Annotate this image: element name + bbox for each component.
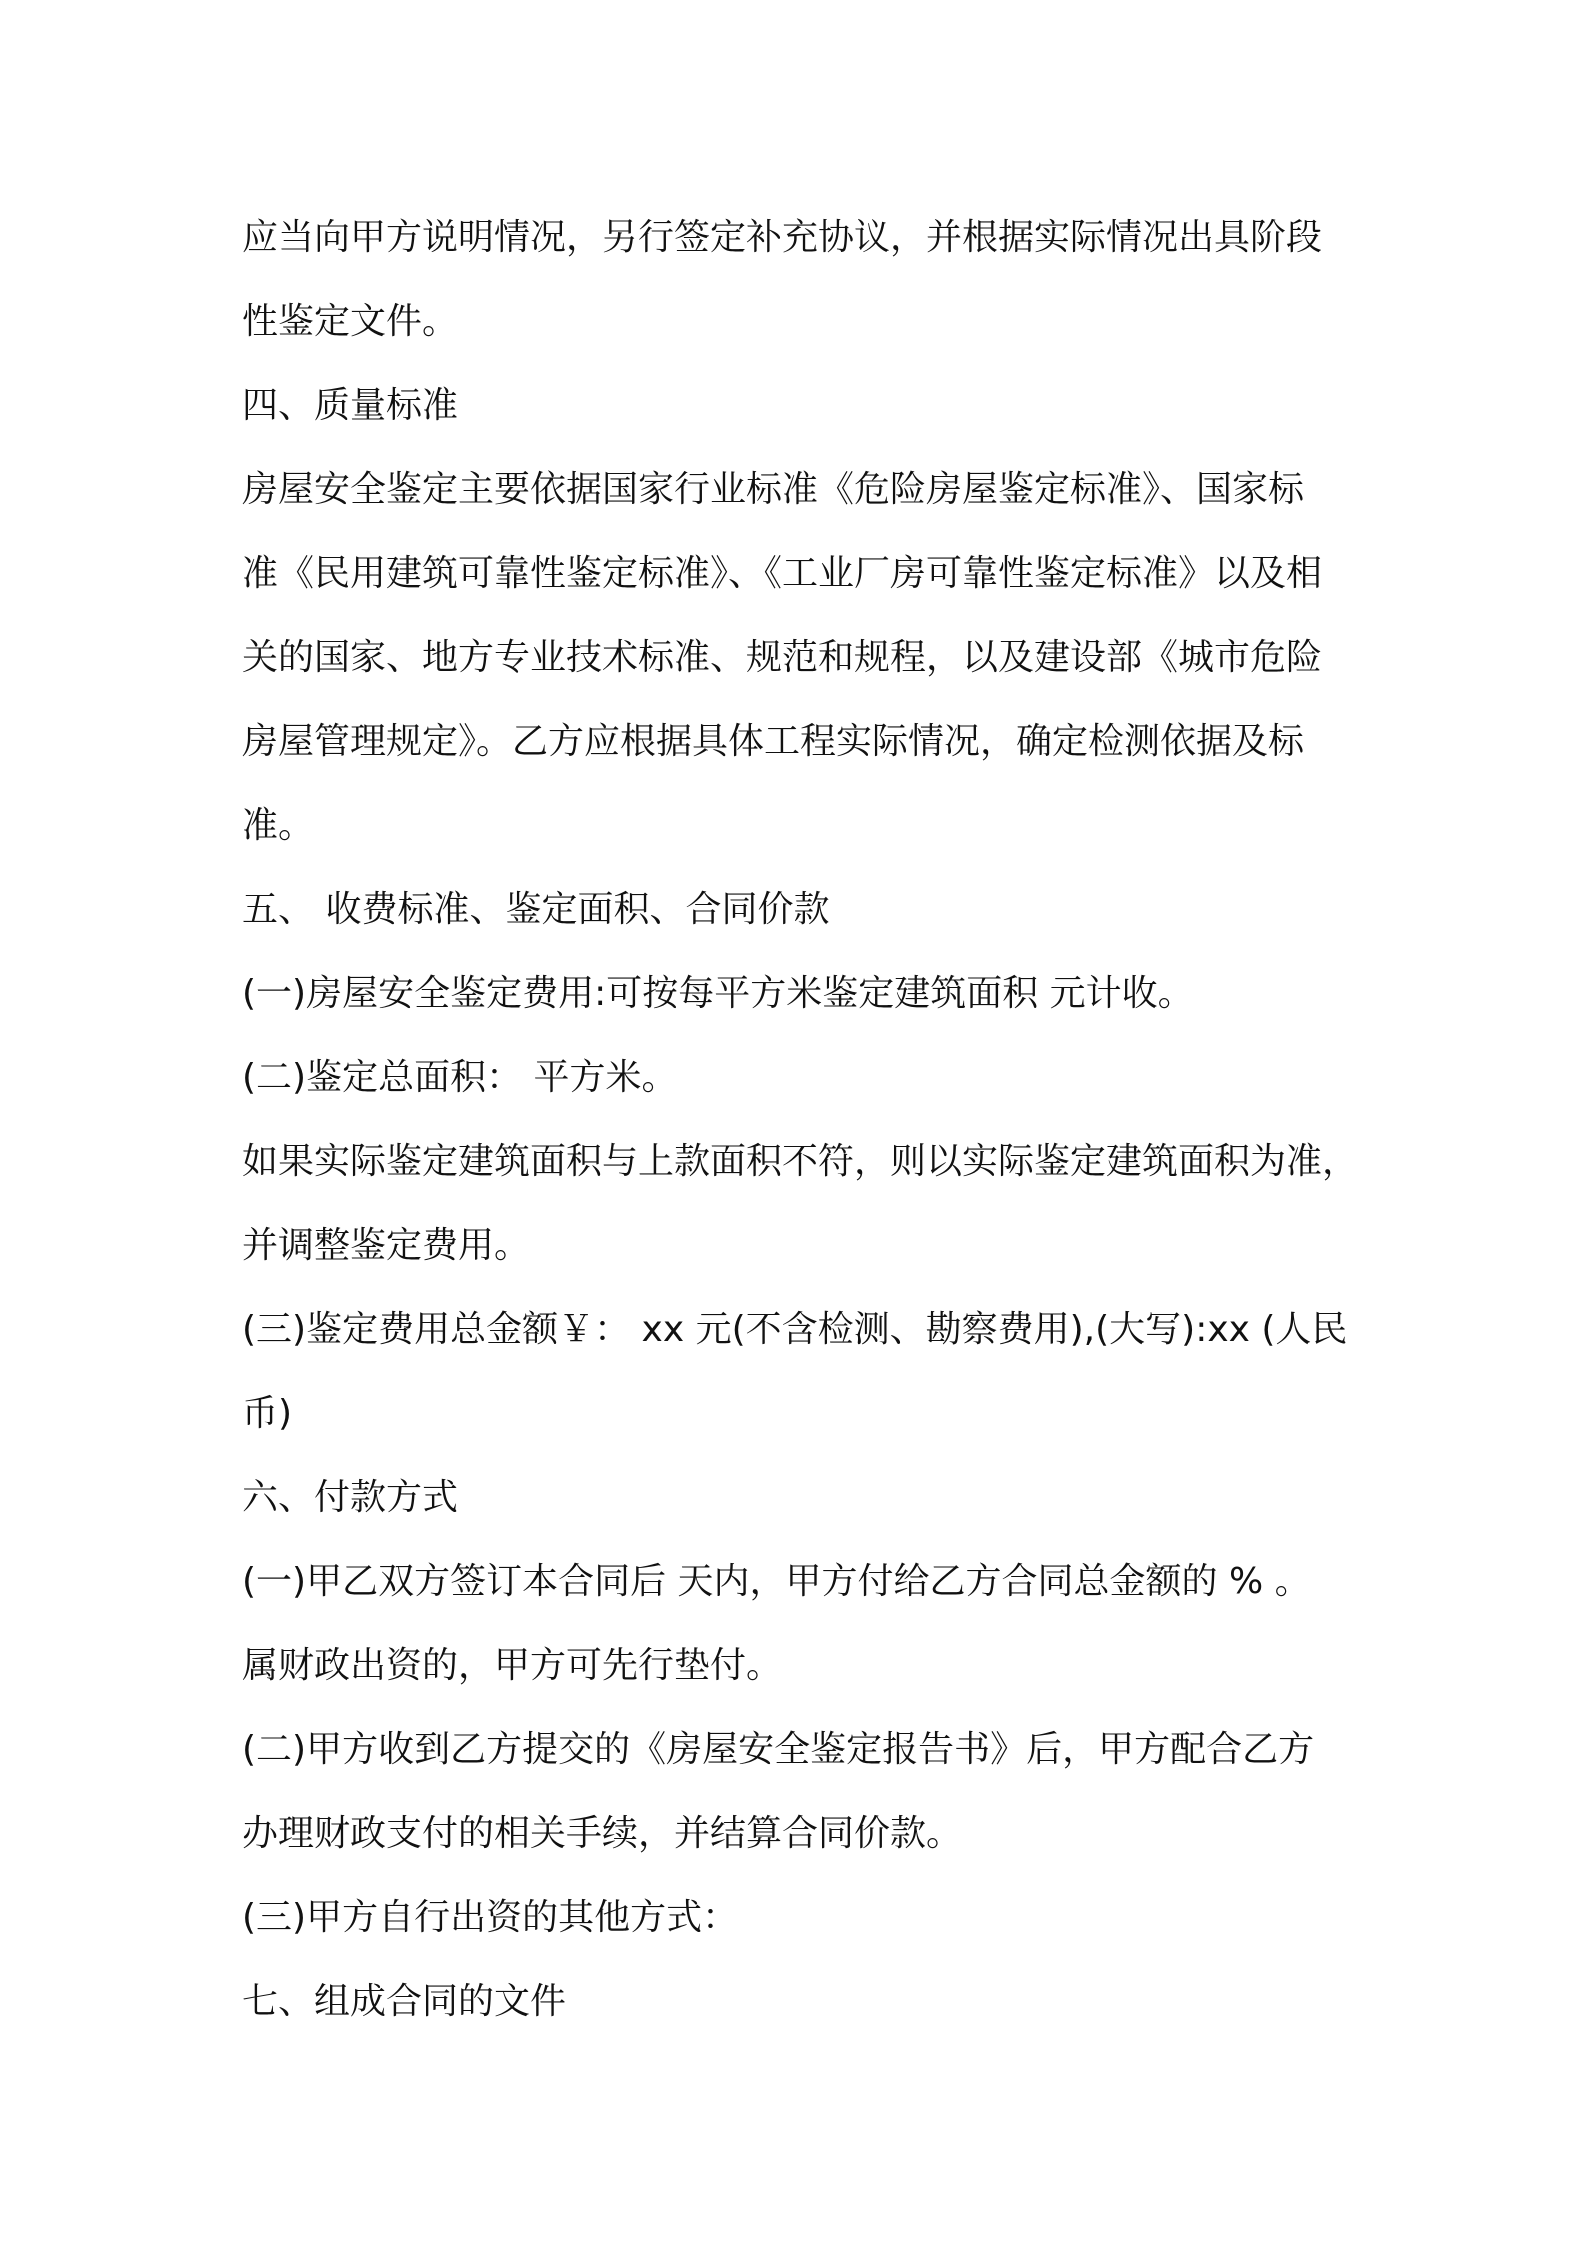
- text-line: 房屋管理规定》。乙方应根据具体工程实际情况，确定检测依据及标: [242, 721, 1305, 762]
- text-line: 房屋安全鉴定主要依据国家行业标准《危险房屋鉴定标准》、国家标: [242, 469, 1305, 510]
- text-line: (一)甲乙双方签订本合同后 天内，甲方付给乙方合同总金额的 % 。: [242, 1561, 1311, 1602]
- text-line: (二)甲方收到乙方提交的《房屋安全鉴定报告书》后，甲方配合乙方: [242, 1729, 1315, 1770]
- text-line: 属财政出资的，甲方可先行垫付。: [242, 1645, 783, 1686]
- document-page: [242, 196, 1372, 2044]
- text-line: 办理财政支付的相关手续，并结算合同价款。: [242, 1813, 963, 1854]
- section-heading: 五、 收费标准、鉴定面积、合同价款: [242, 889, 830, 930]
- text-line: 关的国家、地方专业技术标准、规范和规程，以及建设部《城市危险: [242, 637, 1323, 678]
- section-heading: 六、付款方式: [242, 1477, 459, 1518]
- text-line: (一)房屋安全鉴定费用:可按每平方米鉴定建筑面积 元计收。: [242, 973, 1194, 1014]
- section-heading: 四、质量标准: [242, 385, 459, 426]
- text-line: 准。: [242, 805, 315, 846]
- text-line: (三)鉴定费用总金额￥： xx 元(不含检测、勘察费用),(大写):xx (人民: [242, 1309, 1348, 1350]
- text-line: 应当向甲方说明情况，另行签定补充协议，并根据实际情况出具阶段: [242, 217, 1323, 258]
- text-line: 并调整鉴定费用。: [242, 1225, 531, 1266]
- text-line: 准《民用建筑可靠性鉴定标准》、《工业厂房可靠性鉴定标准》以及相: [242, 553, 1323, 594]
- text-line: 如果实际鉴定建筑面积与上款面积不符，则以实际鉴定建筑面积为准，: [242, 1141, 1359, 1182]
- section-heading: 七、组成合同的文件: [242, 1981, 567, 2022]
- text-line: 币): [242, 1393, 293, 1434]
- text-line: (三)甲方自行出资的其他方式：: [242, 1897, 739, 1938]
- text-line: (二)鉴定总面积： 平方米。: [242, 1057, 678, 1098]
- text-line: 性鉴定文件。: [242, 301, 459, 342]
